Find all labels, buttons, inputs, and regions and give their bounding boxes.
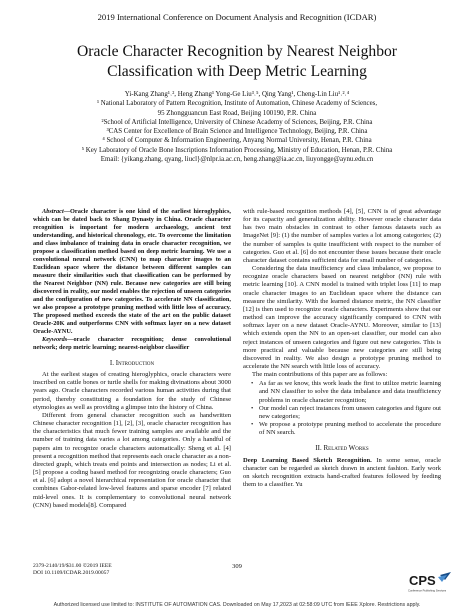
contribution-list <box>243 380 441 437</box>
paragraph: with rule-based recognition methods [4], [5], CNN is of great advantage for its capacity and generalization ability. However oracle character data has two main obstacles in contrast to other famous datasets such as ImageNet [9]: (1) the number of samples varies a lot among categories; (2) the number of samples is quite insufficient with respect to the number of categories. Guo et al. [6] do not encounter these issues because their oracle character dataset contains sufficient data for small number of categories. <box>243 208 441 264</box>
license-notice: Authorized licensed use limited to: INSTITUTE OF AUTOMATION CAS. Downloaded on May 17,2023 at 02:58:09 UTC from IEEE Xplore. Restrictions apply. <box>53 602 421 608</box>
title-line-2: Classification with Deep Metric Learning <box>107 63 367 80</box>
logo-subtext: Conference Publishing Services <box>408 589 447 593</box>
author-block <box>30 90 444 164</box>
keywords <box>33 336 231 352</box>
title-line-1: Oracle Character Recognition by Nearest Neighbor <box>77 43 397 60</box>
affiliation-line: 95 Zhongguancun East Road, Beijing 100190, P.R. China <box>157 109 317 117</box>
paragraph: Considering the data insufficiency and class imbalance, we propose to recognize oracle characters based on nearest neighbor (NN) rule with metric learning [10]. A CNN model is trained with triplet loss [11] to map oracle character images to an Euclidean space where the distance can measure the similarity. With the learned distance metric, the NN classifier [12] is then used to recognize oracle characters. Experiments show that our method can improve the accuracy significantly compared to CNN with softmax layer on a new dataset Oracle-AYNU. Moreover, similar to [13] which extends open the NN to an open-set classifier, our model can also reject instances of unseen categories and figure out new categories. This is more practical and valuable because new categories are still being discovered in reality. We also design a prototype pruning method to accelerate the NN search with little loss of accuracy. <box>243 265 441 370</box>
list-item: • Our model can reject instances from unseen categories and figure out new categories; <box>251 404 441 420</box>
bullet-icon: • <box>251 404 254 412</box>
keywords-label: Keywords <box>42 336 68 343</box>
abstract-text: —Oracle character is one kind of the earliest hieroglyphics, which can be dated back to Shang Dynasty in China. Oracle character recognition is important for modern archaeology, ancient text understanding, and historical chronology, etc. To overcome the limitation and class imbalance of training data in oracle character recognition, we propose a classification method based on deep metric learning. We use a convolutional neural network (CNN) to map character images to an Euclidean space where the distance between different samples can measure their similarities such that classification can be performed by the Nearest Neighbor (NN) rule. Because new categories are still being discovered in reality, our model enables the rejection of unseen categories and the configuration of new categories. To accelerate NN classification, we also propose a prototype pruning method with little loss of accuracy. The proposed method exceeds the state of the art on the public dataset Oracle-20K and outperforms CNN with softmax layer on a new dataset Oracle-AYNU. <box>33 208 231 335</box>
section-heading-related-works: II. Related Works <box>315 444 369 453</box>
affiliation-line: ¹ National Laboratory of Pattern Recognition, Institute of Automation, Chinese Academy of Sciences, <box>96 100 378 108</box>
bullet-icon: • <box>251 380 254 388</box>
section-heading-introduction: I. Introduction <box>109 359 155 367</box>
issn-line: 2379-2140/19/$31.00 ©2019 IEEE <box>33 563 112 569</box>
author-emails: Email: {yikang.zhang, qyang, liucl}@nlpr.ia.ac.cn, heng.zhang@ia.ac.cn, liuyongge@aynu.edu.cn <box>100 156 374 164</box>
paper-title <box>30 42 444 82</box>
list-item: • We propose a prototype pruning method to accelerate the procedure of NN search. <box>251 421 441 437</box>
paragraph: The main contributions of this paper are as follows: <box>252 371 388 379</box>
author-names: Yi-Kang Zhang¹˒², Heng Zhang¹ Yong-Ge Liu³˒⁵, Qing Yang¹, Cheng-Lin Liu¹˒²˒⁴ <box>124 91 350 98</box>
doi-line: DOI 10.1109/ICDAR.2019.00057 <box>33 570 110 576</box>
abstract-label: Abstract <box>42 208 64 215</box>
affiliation-line: ³CAS Center for Excellence of Brain Science and Intelligence Technology, Beijing, P.R. China <box>106 128 368 136</box>
left-column <box>33 208 231 510</box>
keywords-text: —oracle character recognition; dense convolutional network; deep metric learning; nearest-neighbor classifier <box>33 336 231 351</box>
affiliation-line: ⁵ Key Laboratory of Oracle Bone Inscriptions Information Processing, Ministry of Education, Henan, P.R. China <box>81 146 393 154</box>
paragraph: Different from general character recognition such as handwritten Chinese character recognition [1], [2], [3], oracle character recognition has the characteristics that much fewer training samples are available and the number of training data varies a lot among categories. Only a handful of papers aim to recognize oracle characters automatically: Sheng et al. [4] present a recognition method that represents each oracle character as a non-directed graph, which treats end points and intersection as nodes; Li et al. [5] propose a coding based method for recognizing oracle characters; Guo et al. [6] adopt a novel hierarchical representation for oracle character that combines Gabor-related low-level features and sparse encoder [7] related mid-level ones. It is complementary to convolutional neural network (CNN) based models[8]. Compared <box>33 411 231 509</box>
paragraph: At the earliest stages of creating hieroglyphics, oracle characters were inscribed on cattle bones or turtle shells for making divinations about 3000 years ago. Oracle characters recorded various human activities during that period, thereby constituting a foundation for the study of Chinese etymologies as well as providing a glimpse into the history of China. <box>33 371 231 411</box>
affiliation-line: ²School of Artificial Intelligence, University of Chinese Academy of Sciences, Beijing, P.R. China <box>101 118 373 126</box>
cps-logo-icon <box>407 571 453 593</box>
paragraph: Deep Learning Based Sketch Recognition. In some sense, oracle character can be regarded as sketch drawn in ancient fashion. Early work on sketch recognition extracts hand-crafted features followed by feeding them to a classifier. Yu <box>243 456 441 488</box>
conference-header: 2019 International Conference on Document Analysis and Recognition (ICDAR) <box>97 12 377 22</box>
logo-text: CPS <box>409 573 436 588</box>
bullet-icon: • <box>251 421 254 429</box>
right-column <box>243 208 441 489</box>
abstract <box>33 208 231 336</box>
run-in-heading: Deep Learning Based Sketch Recognition. <box>243 456 372 464</box>
page-number: 309 <box>232 563 242 570</box>
list-item: • As far as we know, this work leads the first to utilize metric learning and NN classifier to solve the data imbalance and data insufficiency problems in oracle character recognition; <box>251 380 441 404</box>
affiliation-line: ⁴ School of Computer & Information Engineering, Anyang Normal University, Henan, P.R. China <box>102 137 372 145</box>
